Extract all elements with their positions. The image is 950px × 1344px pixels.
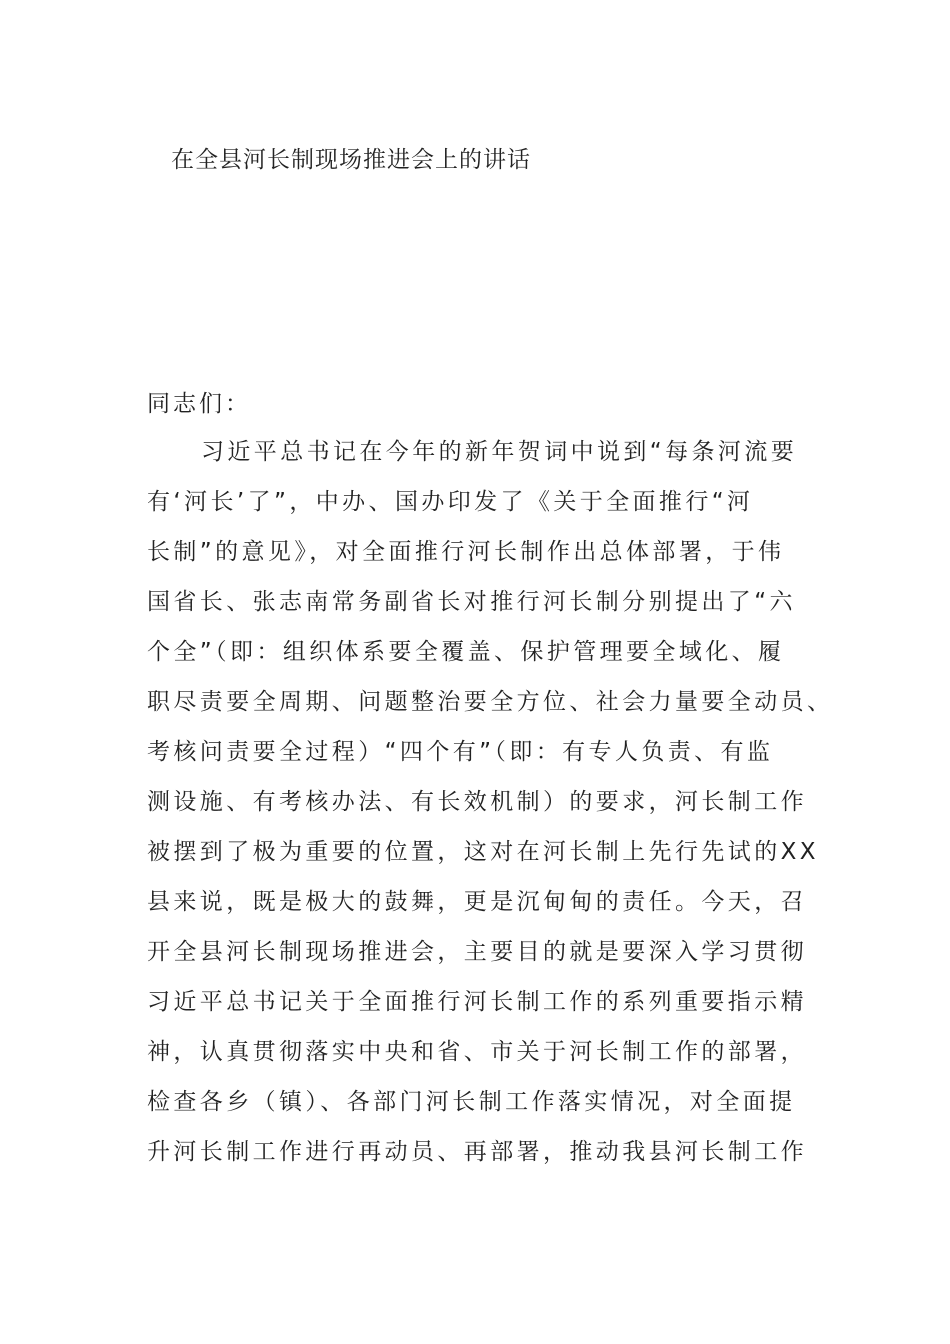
paragraph-line: 国省长、张志南常务副省长对推行河长制分别提出了“六	[147, 589, 796, 615]
document-title: 在全县河长制现场推进会上的讲话	[171, 147, 531, 173]
paragraph-line: 神，认真贯彻落实中央和省、市关于河长制工作的部署，	[147, 1039, 807, 1065]
paragraph-line: 个全”（即：组织体系要全覆盖、保护管理要全域化、履	[147, 639, 785, 665]
paragraph-line: 被摆到了极为重要的位置，这对在河长制上先行先试的XX	[147, 839, 819, 865]
paragraph-line: 习近平总书记在今年的新年贺词中说到“每条河流要	[201, 439, 798, 465]
body-paragraph	[147, 432, 834, 1182]
paragraph-line: 职尽责要全周期、问题整治要全方位、社会力量要全动员、	[147, 689, 834, 715]
paragraph-line: 长制”的意见》，对全面推行河长制作出总体部署，于伟	[147, 539, 785, 565]
paragraph-line: 升河长制工作进行再动员、再部署，推动我县河长制工作	[147, 1139, 807, 1165]
paragraph-line: 测设施、有考核办法、有长效机制）的要求，河长制工作	[147, 789, 807, 815]
paragraph-line: 考核问责要全过程）“四个有”（即：有专人负责、有监	[147, 739, 774, 765]
greeting: 同志们：	[147, 391, 251, 417]
paragraph-line: 习近平总书记关于全面推行河长制工作的系列重要指示精	[147, 989, 807, 1015]
paragraph-line: 有‘河长’了”，中办、国办印发了《关于全面推行“河	[147, 489, 754, 515]
paragraph-line: 检查各乡（镇）、各部门河长制工作落实情况，对全面提	[147, 1089, 796, 1115]
paragraph-line: 县来说，既是极大的鼓舞，更是沉甸甸的责任。今天，召	[147, 889, 807, 915]
paragraph-line: 开全县河长制现场推进会，主要目的就是要深入学习贯彻	[147, 939, 807, 965]
